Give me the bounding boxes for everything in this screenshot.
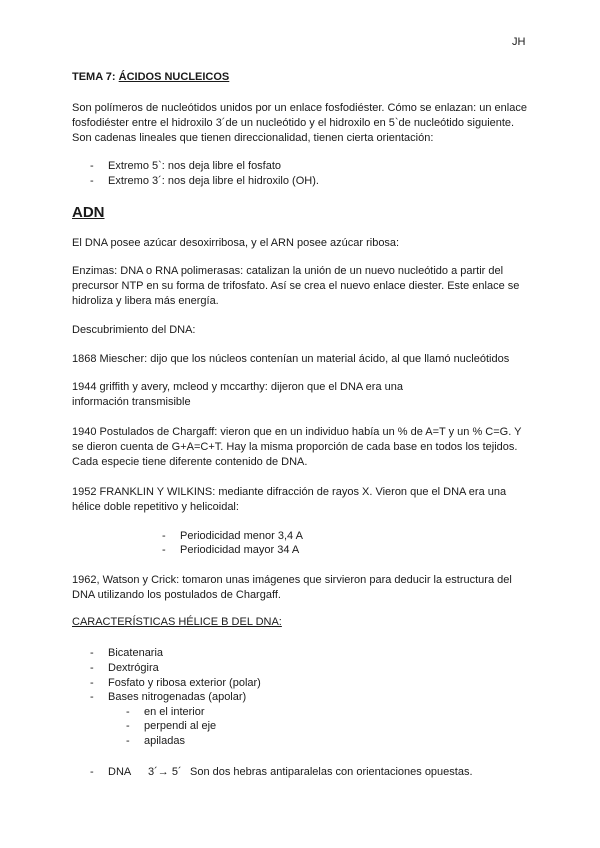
discovery-heading: Descubrimiento del DNA: (72, 324, 196, 336)
adn-heading: ADN (72, 204, 105, 221)
list-item-periodicidad-mayor: Periodicidad mayor 34 A (180, 544, 300, 556)
list-item-dextrogira: Dextrógira (108, 662, 159, 674)
bullet-dash: - (162, 530, 166, 542)
sub-item-apiladas: apiladas (144, 735, 185, 747)
bullet-dash: - (162, 544, 166, 556)
bullet-dash: - (90, 662, 94, 674)
section-label: TEMA 7: (72, 71, 119, 83)
section-title (72, 71, 229, 83)
dna-description: Son dos hebras antiparalelas con orientaciones opuestas. (190, 766, 473, 778)
list-item-bases: Bases nitrogenadas (apolar) (108, 691, 247, 703)
characteristics-heading: CARACTERÍSTICAS HÉLICE B DEL DNA: (72, 616, 282, 628)
bullet-dash: - (90, 647, 94, 659)
list-item-extremo-3: Extremo 3´: nos deja libre el hidroxilo (OH). (108, 175, 319, 187)
sugar-paragraph: El DNA posee azúcar desoxirribosa, y el ARN posee azúcar ribosa: (72, 237, 400, 249)
bullet-dash: - (126, 720, 130, 732)
history-1940: 1940 Postulados de Chargaff: vieron que en un individuo había un % de A=T y un % C=G. Y se dieron cuenta de G+A=C+T. Hay la misma proporción de cada base en todos los tejidos. Cada especie tiene diferente contenido de DNA. (72, 426, 522, 468)
sub-item-interior: en el interior (144, 706, 205, 718)
sub-item-perpendi: perpendi al eje (144, 720, 217, 732)
history-1944: 1944 griffith y avery, mcleod y mccarthy: dijeron que el DNA era una información transmisible (72, 381, 403, 408)
header-initials: JH (512, 36, 526, 48)
dna-label: DNA (108, 766, 132, 778)
list-item-bicatenaria: Bicatenaria (108, 647, 164, 659)
intro-paragraph: Son polímeros de nucleótidos unidos por un enlace fosfodiéster. Cómo se enlazan: un enlace fosfodiéster entre el hidroxilo 3´de un nucleótido y el hidroxilo en 5`de nucleótido siguiente. Son cadenas lineales que tienen direccionalidad, tienen cierta orientación: (72, 102, 527, 144)
bullet-dash: - (90, 677, 94, 689)
history-1962: 1962, Watson y Crick: tomaron unas imágenes que sirvieron para deducir la estructura del DNA utilizando los postulados de Chargaff. (72, 574, 512, 601)
history-1868: 1868 Miescher: dijo que los núcleos contenían un material ácido, al que llamó nucleótidos (72, 353, 510, 365)
bullet-dash: - (126, 706, 130, 718)
list-item-periodicidad-menor: Periodicidad menor 3,4 A (180, 530, 303, 542)
dna-direction: 3´→ 5´ (148, 766, 182, 778)
bullet-dash: - (90, 766, 94, 778)
bullet-dash: - (90, 175, 94, 187)
bullet-dash: - (90, 160, 94, 172)
list-item-extremo-5: Extremo 5`: nos deja libre el fosfato (108, 160, 282, 172)
history-1952: 1952 FRANKLIN Y WILKINS: mediante difracción de rayos X. Vieron que el DNA era una hélice doble repetitivo y helicoidal: (72, 486, 507, 513)
enzymes-paragraph: Enzimas: DNA o RNA polimerasas: catalizan la unión de un nuevo nucleótido a partir del precursor NTP en su forma de trifosfato. Así se crea el nuevo enlace diester. Este enlace se hidroliza y libera más energía. (72, 265, 520, 307)
bullet-dash: - (90, 691, 94, 703)
list-item-fosfato: Fosfato y ribosa exterior (polar) (108, 677, 261, 689)
bullet-dash: - (126, 735, 130, 747)
section-name: ÁCIDOS NUCLEICOS (118, 71, 230, 83)
